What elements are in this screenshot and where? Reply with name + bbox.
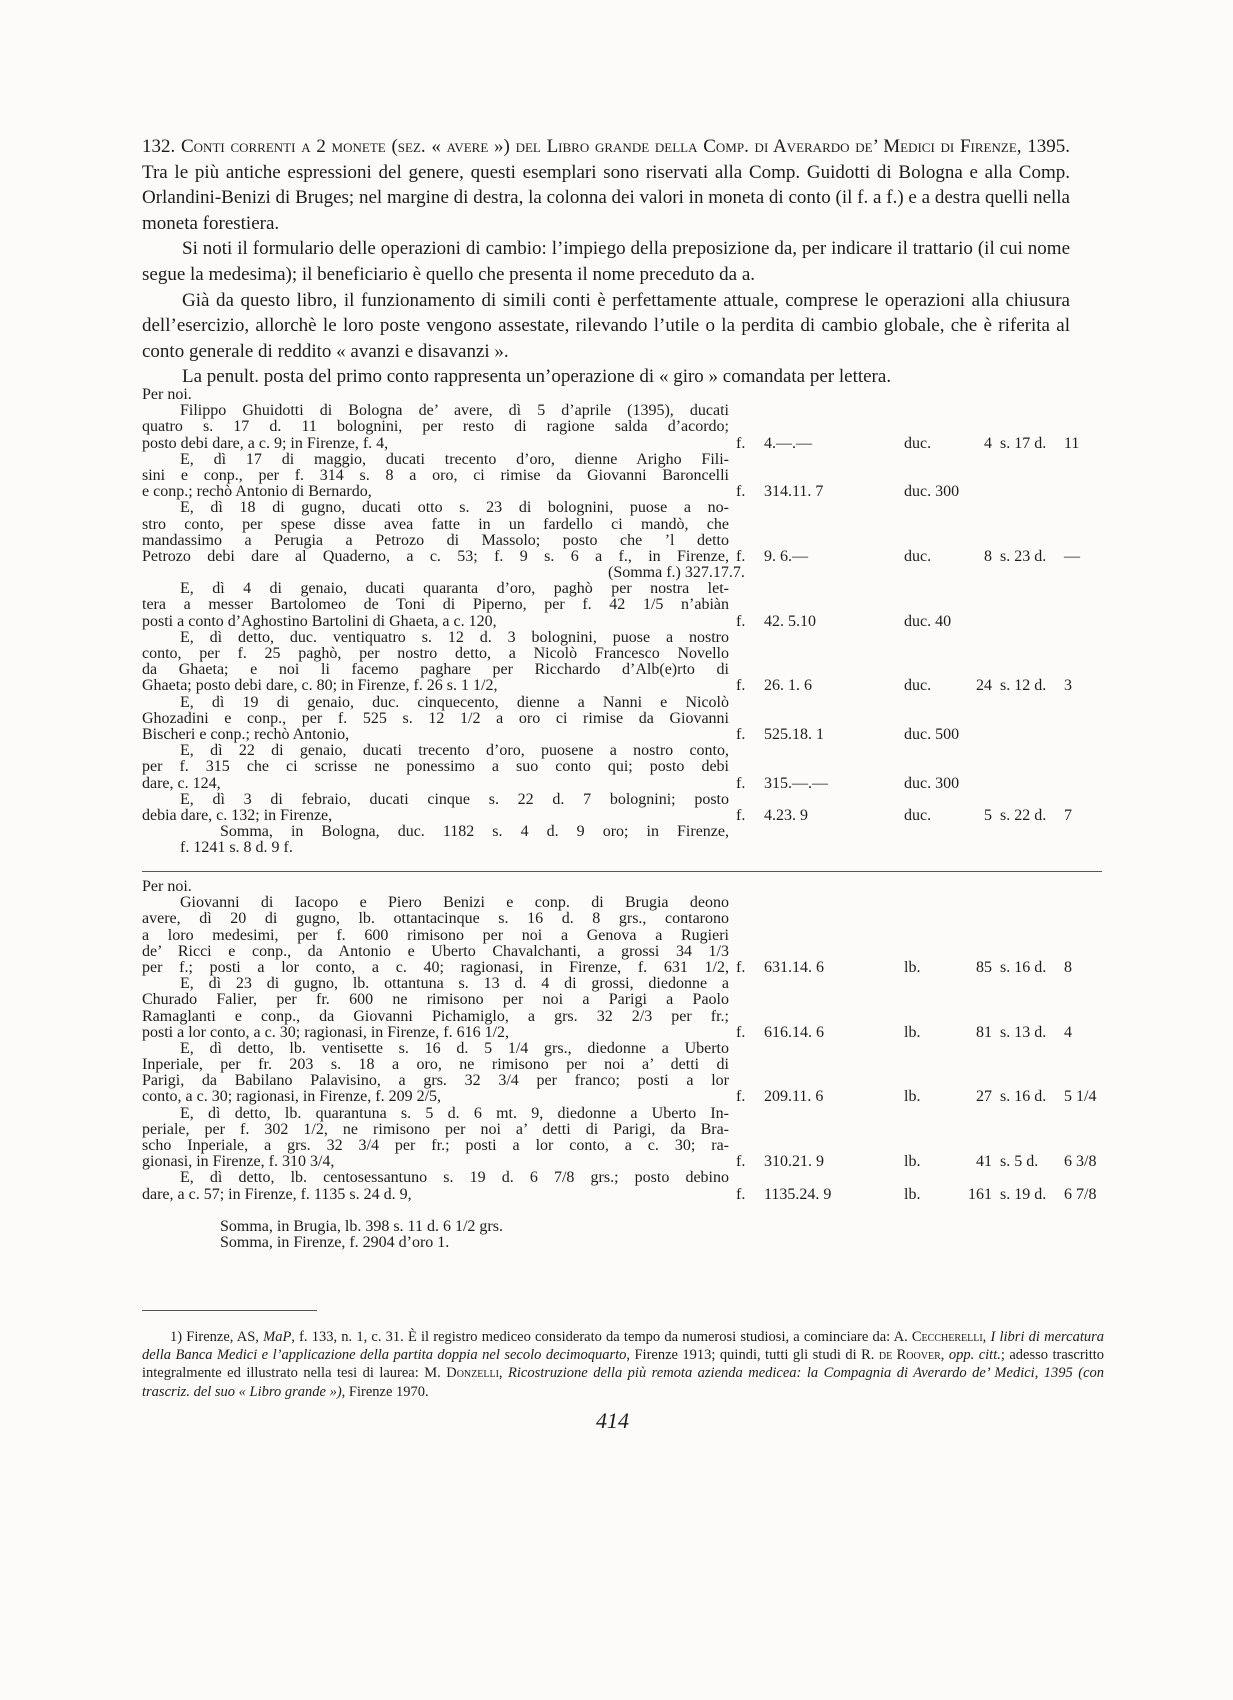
foreign-amount: 8 — [984, 547, 992, 565]
currency: duc. 300 — [904, 774, 960, 792]
ledger-line — [142, 911, 1107, 927]
florin-amount: 9. 6.— — [764, 547, 808, 565]
ledger-line — [142, 711, 1107, 727]
page-number: 414 — [596, 1408, 629, 1433]
florin-amount: 209.11. 6 — [764, 1088, 824, 1106]
entry-text: E, dì 23 di gugno, lb. ottantuna s. 13 d. 4 di grossi, diedonne a — [180, 975, 729, 993]
entry-text: quatro s. 17 d. 11 bolognini, per resto di ragione salda d’acordo; — [142, 418, 729, 436]
ledger-line — [142, 678, 1107, 694]
entry-text: dare, a c. 57; in Firenze, f. 1135 s. 24 d. 9, — [142, 1185, 412, 1203]
section-title: Conti correnti a 2 monete (sez. « avere ») del Libro grande della Comp. di Averardo de’ Medici di Firenze, 1395. — [181, 136, 1071, 157]
intro-text — [142, 134, 1070, 390]
foreign-denari: 3 — [1064, 677, 1072, 695]
foreign-units: s. 12 d. — [1000, 677, 1047, 695]
ledger-line — [142, 808, 1107, 824]
foreign-amount: 24 — [976, 677, 992, 695]
foreign-units: s. 13 d. — [1000, 1023, 1047, 1041]
ledger-line — [142, 468, 1107, 484]
ledger-line — [142, 928, 1107, 944]
ledger-line — [142, 646, 1107, 662]
currency: lb. — [904, 1023, 921, 1041]
entry-text: a loro medesimi, per f. 600 rimisono per noi a Genova a Rugieri — [142, 926, 729, 944]
florin-sign: f. — [736, 1153, 746, 1171]
florin-sign: f. — [736, 434, 746, 452]
entry-text: Inperiale, per fr. 203 s. 18 a oro, ne rimisono per noi a’ detti di — [142, 1056, 729, 1074]
entry-text: debia dare, c. 132; in Firenze, — [142, 806, 333, 824]
ledger-line — [142, 1057, 1107, 1073]
ledger-line — [142, 992, 1107, 1008]
ledger-line — [142, 840, 1107, 856]
footnote-rule — [142, 1310, 317, 1311]
foreign-amount: 161 — [968, 1185, 992, 1203]
ledger-line — [142, 1170, 1107, 1186]
ledger-line — [142, 387, 1107, 403]
foreign-amount: 81 — [976, 1023, 992, 1041]
entry-text: Ghozadini e conp., per f. 525 s. 12 1/2 a oro ci rimise da Giovanni — [142, 709, 729, 727]
entry-text: posto debi dare, a c. 9; in Firenze, f. 4, — [142, 434, 389, 452]
entry-text: Ghaeta; posto debi dare, c. 80; in Firenze, f. 26 s. 1 1/2, — [142, 677, 498, 695]
currency: duc. 40 — [904, 612, 952, 630]
florin-amount: 26. 1. 6 — [764, 677, 812, 695]
florin-sign: f. — [736, 483, 746, 501]
ledger-benizi — [142, 879, 1107, 1251]
entry-text: Parigi, da Babilano Palavisino, a grs. 32 3/4 per franco; posti a lor — [142, 1072, 729, 1090]
foreign-denari: 7 — [1064, 806, 1072, 824]
foreign-units: s. 5 d. — [1000, 1153, 1039, 1171]
section-desc: Tra le più antiche espressioni del genere, questi esemplari sono riservati alla Comp. Guidotti di Bologna e alla Comp. Orlandini-Benizi di Bruges; nel margine di destra, la colonna dei valori in moneta di conto (il f. a f.) e a destra quelli nella moneta forestiera. — [142, 161, 1070, 234]
entry-text: e conp.; rechò Antonio di Bernardo, — [142, 483, 372, 501]
entry-text: Petrozo debi dare al Quaderno, a c. 53; f. 9 s. 6 a f., in Firenze, — [142, 547, 729, 565]
heading — [142, 134, 1070, 236]
entry-text: E, dì detto, lb. quarantuna s. 5 d. 6 mt. 9, diedonne a Uberto In- — [180, 1104, 729, 1122]
foreign-denari: — — [1064, 547, 1080, 565]
ledger-line — [142, 565, 1107, 581]
entry-text: Bischeri e conp.; rechò Antonio, — [142, 725, 350, 743]
currency: duc. — [904, 434, 932, 452]
florin-sign: f. — [736, 677, 746, 695]
entry-text: da Ghaeta; e noi li facemo paghare per Ricchardo d’Alb(e)rto di — [142, 661, 729, 679]
entry-text: de’ Ricci e conp., da Antonio e Uberto Chavalchanti, a grossi 34 1/3 — [142, 942, 729, 960]
florin-sign: f. — [736, 1088, 746, 1106]
entry-text: E, dì 22 di genaio, ducati trecento d’oro, puosene a nostro conto, — [180, 742, 729, 760]
entry-text: f. 1241 s. 8 d. 9 f. — [180, 839, 293, 857]
florin-sign: f. — [736, 806, 746, 824]
entry-text: Per noi. — [142, 878, 192, 895]
entry-text: E, dì 3 di febraio, ducati cinque s. 22 d. 7 bolognini; posto — [180, 790, 729, 808]
florin-amount: 4.—.— — [764, 434, 812, 452]
foreign-units: s. 17 d. — [1000, 434, 1047, 452]
ledger-line — [142, 533, 1107, 549]
section-number: 132. — [142, 136, 176, 157]
ledger-line — [142, 695, 1107, 711]
entry-text: avere, dì 20 di gugno, lb. ottantacinque s. 16 d. 8 grs., contarono — [142, 910, 729, 928]
footnote: 1) Firenze, AS, MaP, f. 133, n. 1, c. 31. È il registro mediceo considerato da tempo da numerosi studiosi, a cominciare da: A. Ceccherelli, I libri di mercatura della Banca Medici e l’applicazione della partita doppia nel secolo decimoquarto, Firenze 1913; quindi, tutti gli studi di R. de Roover, opp. citt.; adesso trascritto integralmente ed illustrato nella tesi di laurea: M. Donzelli, Ricostruzione della più remota azienda medicea: la Compagnia di Averardo de’ Medici, 1395 (con trascriz. del suo « Libro grande »), Firenze 1970. — [142, 1329, 1105, 1400]
entry-text: tera a messer Bartolomeo de Toni di Piperno, per f. 42 1/5 n’abiàn — [142, 596, 729, 614]
foreign-denari: 6 7/8 — [1064, 1185, 1097, 1203]
ledger-line — [142, 1089, 1107, 1105]
ledger-line — [142, 452, 1107, 468]
entry-text: periale, per f. 302 1/2, ne rimisono per noi a’ detti di Parigi, da Bra- — [142, 1120, 729, 1138]
ledger-line — [142, 1219, 1107, 1235]
entry-text: Somma, in Bologna, duc. 1182 s. 4 d. 9 oro; in Firenze, — [220, 823, 729, 841]
entry-text: Churado Falier, per fr. 600 ne rimisono per noi a Parigi a Paolo — [142, 991, 729, 1009]
entry-text: posti a conto d’Aghostino Bartolini di Ghaeta, a c. 120, — [142, 612, 497, 630]
currency: duc. — [904, 677, 932, 695]
ledger-line — [142, 630, 1107, 646]
ledger-line — [142, 436, 1107, 452]
currency: lb. — [904, 1185, 921, 1203]
entry-text: mandassimo a Perugia a Petrozo di Massolo; posto che ’l detto — [142, 531, 729, 549]
entry-text: conto, per f. 25 paghò, per nostro detto, a Nicolò Francesco Novello — [142, 645, 729, 662]
florin-sign: f. — [736, 774, 746, 792]
ledger-line — [142, 727, 1107, 743]
foreign-denari: 6 3/8 — [1064, 1153, 1097, 1171]
foreign-denari: 11 — [1064, 434, 1080, 452]
currency: duc. — [904, 547, 932, 565]
ledger-line — [142, 776, 1107, 792]
entry-text: Per noi. — [142, 386, 192, 403]
entry-text: stro conto, per spese disse avea fatte in un fardello ci mandò, che — [142, 515, 729, 533]
ledger-line — [142, 581, 1107, 597]
foreign-amount: 85 — [976, 958, 992, 976]
paragraph: Si noti il formulario delle operazioni di cambio: l’impiego della preposizione da, per indicare il trattario (il cui nome segue la medesima); il beneficiario è quello che presenta il nome preceduto da a. — [142, 238, 1070, 285]
ledger-line — [142, 1138, 1107, 1154]
ledger-line — [142, 1025, 1107, 1041]
ledger-line — [142, 403, 1107, 419]
ledger-line — [142, 1235, 1107, 1251]
foreign-units: s. 19 d. — [1000, 1185, 1047, 1203]
entry-text: gionasi, in Firenze, f. 310 3/4, — [142, 1153, 335, 1171]
ledger-line — [142, 944, 1107, 960]
florin-sign: f. — [736, 1185, 746, 1203]
ledger-line — [142, 549, 1107, 565]
florin-sign: f. — [736, 958, 746, 976]
ledger-line — [142, 614, 1107, 630]
florin-amount: 314.11. 7 — [764, 483, 824, 501]
ledger-line — [142, 517, 1107, 533]
entry-text: dare, c. 124, — [142, 774, 221, 792]
foreign-denari: 8 — [1064, 958, 1072, 976]
florin-sign: f. — [736, 725, 746, 743]
ledger-guidotti — [142, 387, 1107, 856]
florin-amount: 4.23. 9 — [764, 806, 808, 824]
foreign-amount: 5 — [984, 806, 992, 824]
entry-text: sini e conp., per f. 314 s. 8 a oro, ci rimise da Giovanni Baroncelli — [142, 466, 729, 484]
entry-text: E, dì detto, duc. ventiquatro s. 12 d. 3 bolognini, puose a nostro — [180, 628, 729, 646]
entry-text: E, dì detto, lb. centosessantuno s. 19 d. 6 7/8 grs.; posto debino — [180, 1169, 729, 1187]
entry-text: (Somma f.) 327.17.7. — [608, 564, 745, 582]
florin-sign: f. — [736, 1023, 746, 1041]
ledger-line — [142, 743, 1107, 759]
entry-text: E, dì 18 di gugno, ducati otto s. 23 di bolognini, puose a no- — [180, 499, 729, 517]
entry-text: conto, a c. 30; ragionasi, in Firenze, f. 209 2/5, — [142, 1088, 442, 1106]
entry-text: posti a lor conto, a c. 30; ragionasi, in Firenze, f. 616 1/2, — [142, 1023, 510, 1041]
paragraph: Già da questo libro, il funzionamento di simili conti è perfettamente attuale, comprese le operazioni alla chiusura dell’esercizio, allorchè le loro poste vengono assestate, rilevando l’utile o la perdita di cambio globale, che è riferita al conto generale di reddito « avanzi e disavanzi ». — [142, 289, 1070, 362]
ledger-line — [142, 662, 1107, 678]
ledger-line — [142, 824, 1107, 840]
florin-amount: 315.—.— — [764, 774, 828, 792]
florin-amount: 42. 5.10 — [764, 612, 816, 630]
entry-text: Ramaglanti e conp., da Giovanni Pichamiglo, a grs. 32 2/3 per fr.; — [142, 1007, 729, 1025]
currency: lb. — [904, 1088, 921, 1106]
foreign-denari: 4 — [1064, 1023, 1072, 1041]
ledger-line — [142, 895, 1107, 911]
foreign-amount: 41 — [976, 1153, 992, 1171]
ledger-line — [142, 1009, 1107, 1025]
entry-text: E, dì detto, lb. ventisette s. 16 d. 5 1/4 grs., diedonne a Uberto — [180, 1039, 729, 1057]
entry-text: per f. 315 che ci scrisse ne ponessimo a suo conto qui; posto debi — [142, 758, 729, 776]
entry-text: scho Inperiale, a grs. 32 3/4 per fr.; posti a lor conto, a c. 30; ra- — [142, 1137, 729, 1154]
ledger-line — [142, 960, 1107, 976]
entry-text: Giovanni di Iacopo e Piero Benizi e conp. di Brugia deono — [180, 894, 729, 912]
ledger-line — [142, 1073, 1107, 1089]
ledger-line — [142, 792, 1107, 808]
divider — [142, 871, 1102, 872]
entry-text: E, dì 17 di maggio, ducati trecento d’oro, dienne Arigho Fili- — [180, 450, 729, 468]
foreign-amount: 4 — [984, 434, 992, 452]
ledger-line — [142, 759, 1107, 775]
florin-amount: 310.21. 9 — [764, 1153, 824, 1171]
foreign-denari: 5 1/4 — [1064, 1088, 1097, 1106]
foreign-units: s. 23 d. — [1000, 547, 1047, 565]
ledger-line — [142, 419, 1107, 435]
ledger-line — [142, 500, 1107, 516]
florin-amount: 1135.24. 9 — [764, 1185, 832, 1203]
ledger-line — [142, 597, 1107, 613]
ledger-line — [142, 1122, 1107, 1138]
florin-amount: 616.14. 6 — [764, 1023, 824, 1041]
florin-sign: f. — [736, 612, 746, 630]
foreign-amount: 27 — [976, 1088, 992, 1106]
ledger-line — [142, 879, 1107, 895]
ledger-line — [142, 484, 1107, 500]
ledger-line — [142, 1203, 1107, 1219]
florin-sign: f. — [736, 547, 746, 565]
florin-amount: 525.18. 1 — [764, 725, 824, 743]
paragraph: La penult. posta del primo conto rappresenta un’operazione di « giro » comandata per lettera. — [182, 366, 892, 388]
foreign-units: s. 22 d. — [1000, 806, 1047, 824]
currency: duc. — [904, 806, 932, 824]
ledger-line — [142, 1187, 1107, 1203]
entry-text: E, dì 19 di genaio, duc. cinquecento, dienne a Nanni e Nicolò — [180, 693, 729, 711]
ledger-line — [142, 1106, 1107, 1122]
ledger-line — [142, 1041, 1107, 1057]
ledger-line — [142, 976, 1107, 992]
foreign-units: s. 16 d. — [1000, 1088, 1047, 1106]
entry-text: per f.; posti a lor conto, a c. 40; ragionasi, in Firenze, f. 631 1/2, — [142, 958, 729, 976]
currency: lb. — [904, 958, 921, 976]
entry-text: Filippo Ghuidotti di Bologna de’ avere, dì 5 d’aprile (1395), ducati — [180, 402, 729, 420]
entry-text: E, dì 4 di genaio, ducati quaranta d’oro, paghò per nostra let- — [180, 580, 729, 598]
florin-amount: 631.14. 6 — [764, 958, 824, 976]
currency: lb. — [904, 1153, 921, 1171]
currency: duc. 500 — [904, 725, 960, 743]
entry-text: Somma, in Brugia, lb. 398 s. 11 d. 6 1/2 grs. — [220, 1217, 503, 1235]
currency: duc. 300 — [904, 483, 960, 501]
ledger-line — [142, 1154, 1107, 1170]
foreign-units: s. 16 d. — [1000, 958, 1047, 976]
entry-text: Somma, in Firenze, f. 2904 d’oro 1. — [220, 1234, 450, 1252]
